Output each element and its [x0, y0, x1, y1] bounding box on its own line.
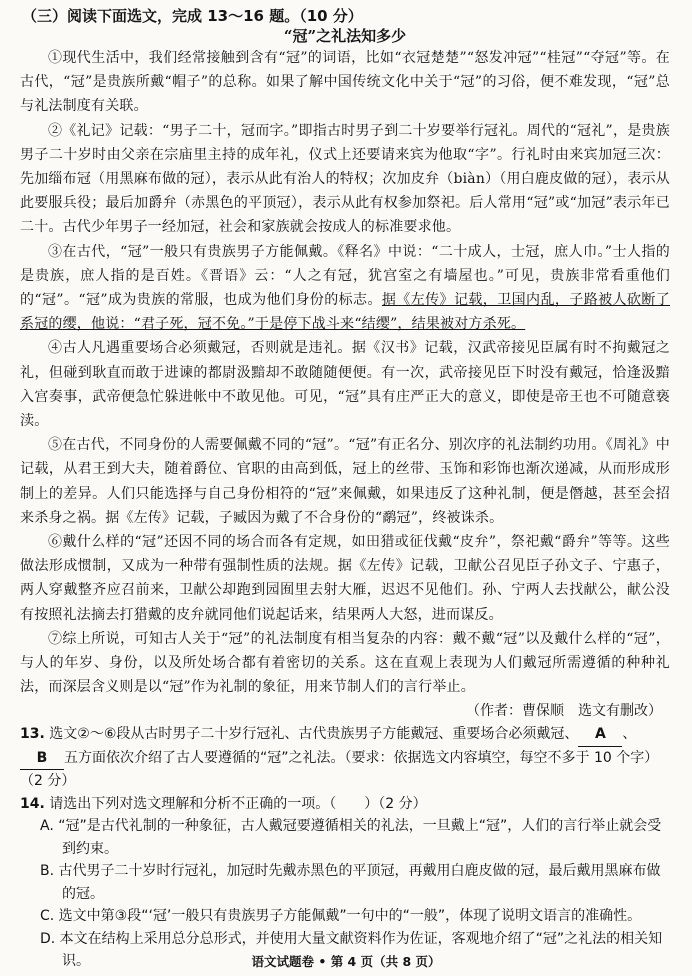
blank-separator: 、 [622, 726, 637, 743]
question-14-stem: 请选出下列对选文理解和分析不正确的一项。（ ）（2 分） [49, 795, 427, 812]
paragraph-7: ⑦综上所说，可知古人关于“冠”的礼法制度有相当复杂的内容：戴不戴“冠”以及戴什么样的“冠”，与人的年岁、身份，以及所处场合都有着密切的关系。这在直观上表现为人们戴冠所需遵循的种种礼法，而深层含义则是以“冠”作为礼制的象征，用来节制人们的言行举止。 [20, 630, 670, 696]
option-a[interactable]: A. “冠”是古代礼制的一种象征，古人戴冠要遵循相关的礼法，一旦戴上“冠”，人们的言行举止就会受到约束。 [40, 818, 662, 857]
paragraph-5: ⑤在古代，不同身份的人需要佩戴不同的“冠”。“冠”有正名分、别次序的礼法制约功用。《周礼》中记载，从君王到大夫，随着爵位、官职的由高到低，冠上的丝带、玉饰和彩饰也渐次递减，从而形成形制上的差异。人们只能选择与自己身份相符的“冠”来佩戴，如果违反了这种礼制，便是僭越，甚至会招来杀身之祸。据《左传》记载，子臧因为戴了不合身份的“鹬冠”，终被诛杀。 [20, 437, 670, 526]
option-c[interactable]: C. 选文中第③段“‘冠’一般只有贵族男子方能佩戴”一句中的“一般”，体现了说明文语言的准确性。 [40, 908, 642, 925]
answer-blank-b[interactable]: B [20, 747, 64, 771]
question-13-text-a: 选文②～⑥段从古时男子二十岁行冠礼、古代贵族男子方能戴冠、重要场合必须戴冠、 [49, 726, 579, 743]
paragraph-4: ④古人凡遇重要场合必须戴冠，否则就是违礼。据《汉书》记载，汉武帝接见臣属有时不拘戴冠之礼，但碰到耿直而敢于进谏的都尉汲黯却不敢随随便便。有一次，武帝接见臣下时没有戴冠，恰逢汲黯入宫奏事，武帝便急忙躲进帐中不敢见他。可见，“冠”具有庄严正大的意义，即使是帝王也不可随意亵渎。 [20, 340, 670, 430]
paragraph-3-underlined: 据《左传》记载，卫国内乱，子路被人砍断了系冠的缨，他说：“君子死，冠不免。”于是停下战斗来“结缨”，结果被对方杀死。 [20, 292, 671, 333]
paragraph-3-text: ③在古代，“冠”一般只有贵族男子方能佩戴。《释名》中说：“二十成人，士冠，庶人巾。”士人指的是贵族，庶人指的是百姓。《晋语》云：“人之有冠，犹宫室之有墙屋也。”可见，贵族非常看重他们的“冠”。“冠”成为贵族的常服，也成为他们身份的标志。 [20, 243, 670, 309]
answer-blank-a[interactable]: A [578, 723, 622, 747]
option-d[interactable]: D. 本文在结构上采用总分总形式，并使用大量文献资料作为佐证，客观地介绍了“冠”之礼法的相关知识。 [40, 930, 663, 970]
author-note: （作者：曹保顺 选文有删改） [466, 703, 662, 720]
paragraph-3 [20, 240, 670, 337]
article-title: “冠”之礼法知多少 [283, 27, 407, 45]
question-14-number: 14. [20, 795, 45, 812]
paragraph-1: ①现代生活中，我们经常接触到含有“冠”的词语，比如“衣冠楚楚”“怒发冲冠”“桂冠”“夺冠”等。在古代，“冠”是贵族所戴“帽子”的总称。如果了解中国传统文化中关于“冠”的习俗，便不难发现，“冠”总与礼法制度有关联。 [20, 50, 670, 115]
section-heading: （三）阅读下面选文，完成 13～16 题。（10 分） [22, 7, 363, 25]
question-13 [20, 723, 670, 793]
question-14 [20, 793, 670, 816]
question-13-number: 13. [20, 726, 45, 743]
page-footer: 语文试题卷 • 第 4 页（共 8 页） [251, 954, 441, 969]
question-13-text-b: 五方面依次介绍了古人要遵循的“冠”之礼法。（要求：依据选文内容填空，每空不多于 10 个字）（2 分） [20, 749, 659, 790]
option-b[interactable]: B. 古代男子二十岁时行冠礼，加冠时先戴赤黑色的平顶冠，再戴用白鹿皮做的冠，最后戴用黑麻布做的冠。 [40, 863, 661, 902]
paragraph-6: ⑥戴什么样的“冠”还因不同的场合而各有定规，如田猎或征伐戴“皮弁”，祭祀戴“爵弁”等等。这些做法形成惯制，又成为一种带有强制性质的法规。据《左传》记载，卫献公召见臣子孙文子、宁惠子，两人穿戴整齐应召前来，卫献公却跑到园囿里去射大雁，迟迟不见他们。孙、宁两人去找献公，献公没有按照礼法摘去打猎戴的皮弁就同他们说起话来，结果两人大怒，进而谋反。 [20, 534, 670, 623]
paragraph-2: ②《礼记》记载：“男子二十，冠而字。”即指古时男子到二十岁要举行冠礼。周代的“冠礼”，是贵族男子二十岁时由父亲在宗庙里主持的成年礼，仪式上还要请来宾为他取“字”。行礼时由来宾加冠三次：先加缁布冠（用黑麻布做的冠），表示从此有治人的特权；次加皮弁（biàn）（用白鹿皮做的冠），表示从此要服兵役；最后加爵弁（赤黑色的平顶冠），表示从此有权参加祭祀。后人常用“冠”或“加冠”表示年已二十。古代少年男子一经加冠，社会和家族就会按成人的标准要求他。 [20, 122, 670, 236]
